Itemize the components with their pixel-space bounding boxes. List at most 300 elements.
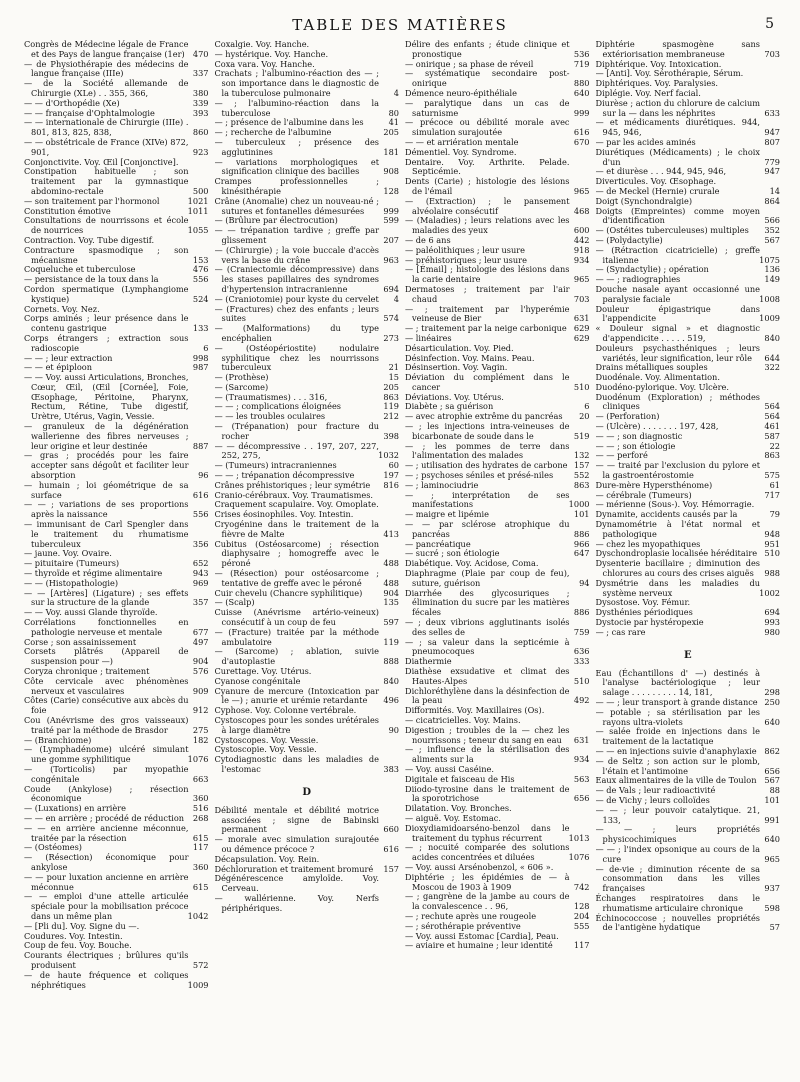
index-entry <box>24 677 209 697</box>
index-entry-text: — — internationale de Chirurgie (IIIe) . 801, 813, 825, 838, <box>24 117 189 138</box>
index-entry-text: — (Perforation) <box>595 411 660 422</box>
index-entry-text: Difformités. Voy. Maxillaires (Os). <box>405 705 545 716</box>
index-entry-page-ref: 647 <box>573 548 590 559</box>
index-entry-page-ref: 616 <box>192 489 209 500</box>
index-entry-text: — de 6 ans <box>405 234 451 245</box>
index-entry <box>405 158 590 178</box>
index-entry-page-ref: 510 <box>573 675 590 686</box>
index-entry <box>215 177 400 197</box>
index-entry <box>215 608 400 628</box>
index-entry-page-ref: 918 <box>573 244 590 255</box>
index-entry <box>24 785 209 805</box>
index-entry-text: Cubitus (Ostéosarcome) ; résection diaphysaire ; homogreffe avec le péroné <box>214 538 379 569</box>
index-entry-text: Drains métalliques souples <box>595 362 708 373</box>
index-entry-page-ref: 360 <box>192 793 209 804</box>
index-entry-page-ref: 205 <box>383 381 399 392</box>
index-entry <box>405 843 590 863</box>
index-entry-text: — aiguë. Voy. Estomac. <box>405 812 501 823</box>
index-entry-text: — de Physiothérapie des médecins de langue française (IIIe) <box>24 58 189 79</box>
index-entry-text: — (Rétraction cicatricielle) ; greffe italienne <box>595 244 760 265</box>
index-entry <box>596 344 781 364</box>
index-entry-text: — pituitaire (Tumeurs) <box>24 558 120 569</box>
index-entry <box>24 892 209 921</box>
index-entry-page-ref: 488 <box>383 577 399 588</box>
index-entry-page-ref: 101 <box>764 794 780 805</box>
index-entry-text: Dentaire. Voy. Arthrite. Pelade. Septicémie. <box>405 156 570 177</box>
index-entry-text: — — trépanation tardive ; greffe par glissement <box>214 225 379 245</box>
index-entry-page-ref: 660 <box>383 824 399 835</box>
index-entry <box>596 305 781 325</box>
index-entry-page-ref: 88 <box>769 785 780 796</box>
index-entry-page-ref: 22 <box>769 440 780 451</box>
index-entry-page-ref: 197 <box>383 470 399 481</box>
index-entry-page-ref: 943 <box>192 568 209 579</box>
index-entry-text: Cou (Anévrisme des gros vaisseaux) traité par la méthode de Brasdor <box>24 714 189 735</box>
index-entry-text: — — ; son étiologie <box>595 440 676 451</box>
index-entry-page-ref: 574 <box>383 313 399 324</box>
index-entry-page-ref: 587 <box>764 430 780 441</box>
index-column-2 <box>215 40 400 1074</box>
index-entry-page-ref: 524 <box>192 293 209 304</box>
index-entry-text: — — en injections suivie d'anaphylaxie <box>595 745 757 756</box>
index-entry-text: — (Ostéites tuberculeuses) multiples <box>595 225 749 236</box>
index-entry-page-ref: 94 <box>579 577 590 588</box>
index-entry-page-ref: 934 <box>573 254 590 265</box>
index-entry-page-ref: 470 <box>192 48 209 59</box>
index-entry-page-ref: 937 <box>764 883 780 894</box>
index-entry-text: Côtes (Carie) consécutive aux abcès du foie <box>24 695 189 716</box>
index-entry <box>405 305 590 325</box>
index-entry-page-ref: 923 <box>192 146 209 157</box>
index-entry-text: Contracture spasmodique ; son mécanisme <box>24 244 189 265</box>
index-entry-text: Douleurs psychasthéniques ; leurs variétés, leur signification, leur rôle <box>595 342 760 363</box>
index-entry-text: Diabète ; sa guérison <box>405 401 494 412</box>
index-entry-text: — de la Société allemande de Chirurgie (XLe) . . 355, 366, <box>24 78 189 98</box>
index-entry <box>596 669 781 698</box>
index-entry-page-ref: 597 <box>383 617 399 628</box>
index-entry-page-ref: 807 <box>764 136 780 147</box>
index-entry-text: Dynamite, accidents causés par la <box>595 509 738 520</box>
index-entry <box>596 393 781 413</box>
index-entry-text: — ; traitement par la neige carbonique <box>405 323 567 334</box>
index-entry-page-ref: 273 <box>383 332 399 343</box>
index-entry-page-ref: 631 <box>573 734 590 745</box>
index-entry-text: Corse ; son assainissement <box>24 636 137 647</box>
index-entry-text: Coryza chronique ; traitement <box>24 666 150 676</box>
index-entry-text: — potable ; sa stérilisation par les rayons ultra-violets <box>595 706 760 727</box>
index-entry-text: Dystocie par hystéropexie <box>595 617 704 628</box>
index-entry-page-ref: 60 <box>388 460 399 471</box>
index-column-4 <box>596 40 781 1074</box>
index-entry-page-ref: 119 <box>383 636 399 647</box>
index-entry-text: — (Lymphadénome) ulcéré simulant une gomme syphilitique <box>24 744 189 765</box>
index-entry-page-ref: 117 <box>192 842 209 853</box>
index-entry-text: — ; présence de l'albumine dans les <box>214 117 364 128</box>
index-entry <box>215 246 400 266</box>
index-entry-page-ref: 337 <box>192 68 209 79</box>
index-entry <box>405 177 590 197</box>
index-entry-page-ref: 149 <box>764 274 780 285</box>
index-entry-page-ref: 888 <box>383 656 399 667</box>
index-entry <box>215 197 400 217</box>
index-entry-text: — (Maladies) ; leurs relations avec les maladies des yeux <box>405 215 570 236</box>
index-entry <box>405 785 590 805</box>
index-entry-page-ref: 360 <box>192 861 209 872</box>
index-entry-text: — précoce ou débilité morale avec simulation surajoutée <box>405 117 570 138</box>
index-entry-page-ref: 966 <box>573 538 590 549</box>
index-entry <box>24 79 209 99</box>
index-entry <box>596 461 781 481</box>
index-entry-page-ref: 205 <box>383 127 399 138</box>
index-entry <box>596 118 781 138</box>
index-entry-text: Craquement scapulaire. Voy. Omoplate. <box>214 499 379 510</box>
index-entry-page-ref: 1076 <box>187 754 209 765</box>
index-entry <box>405 745 590 765</box>
index-entry-page-ref: 999 <box>573 107 590 118</box>
index-entry-text: — (Résection) pour ostéosarcome ; tentative de greffe avec le péroné <box>214 568 379 588</box>
index-entry-text: Cryogénine dans le traitement de la fièvre de Malte <box>214 519 379 539</box>
index-entry-page-ref: 934 <box>573 754 590 765</box>
index-entry-text: Diurèse ; action du chlorure de calcium sur la — dans les néphrites <box>595 97 760 118</box>
index-entry <box>215 158 400 178</box>
index-entry-text: Dure-mère Hypersthénome) <box>595 479 713 490</box>
index-entry-page-ref: 631 <box>573 313 590 324</box>
index-entry-text: — (Craniectomie décompressive) dans les stases papillaires des syndromes d'hypertension intracranienne <box>214 264 379 294</box>
index-entry-text: — — pour luxation ancienne en arrière méconnue <box>24 871 189 892</box>
index-entry-text: Cystoscopie. Voy. Vessie. <box>214 744 317 755</box>
index-entry-page-ref: 1021 <box>187 195 209 206</box>
index-entry <box>405 892 590 912</box>
index-entry <box>596 894 781 914</box>
index-entry-page-ref: 136 <box>764 264 780 275</box>
index-entry-page-ref: 157 <box>383 863 399 874</box>
index-entry-page-ref: 1009 <box>759 313 780 324</box>
index-entry-page-ref: 556 <box>192 509 209 520</box>
index-entry-page-ref: 947 <box>764 166 780 177</box>
index-entry-text: — — perforé <box>595 450 648 461</box>
index-entry-text: Duodéno-pylorique. Voy. Ulcère. <box>595 381 729 392</box>
index-entry-text: — (Traumatismes) . . . 316, <box>214 391 328 402</box>
index-entry-page-ref: 912 <box>192 705 209 716</box>
index-entry <box>24 451 209 480</box>
index-entry-page-ref: 510 <box>764 548 780 559</box>
index-entry-text: — — française d'Ophtalmologie <box>24 107 155 118</box>
index-entry-page-ref: 57 <box>769 922 780 933</box>
index-entry <box>405 873 590 893</box>
index-entry <box>24 500 209 520</box>
index-entry-page-ref: 510 <box>573 381 590 392</box>
index-entry-page-ref: 6 <box>203 342 209 353</box>
index-entry-text: — — et épiploon <box>24 362 93 373</box>
index-entry-page-ref: 1055 <box>187 225 209 236</box>
index-entry-text: Diaphragme (Plaie par coup de feu), suture, guérison <box>405 568 570 588</box>
index-entry <box>215 69 400 98</box>
index-entry <box>24 314 209 334</box>
index-entry-text: — ; gangrène de la jambe au cours de la convalescence . . 96, <box>405 891 570 912</box>
index-entry-text: Crânes préhistoriques ; leur symétrie <box>214 479 371 490</box>
index-entry-text: — — ; complications éloignées <box>214 401 341 412</box>
index-entry-page-ref: 1013 <box>568 832 590 843</box>
index-entry-page-ref: 616 <box>573 127 590 138</box>
index-entry-text: Dysthénies périodiques <box>595 607 693 618</box>
index-entry-text: — humain ; loi géométrique de sa surface <box>24 479 189 500</box>
index-entry-text: — paléolithiques ; leur usure <box>405 244 526 255</box>
index-entry-page-ref: 965 <box>573 185 590 196</box>
index-entry-page-ref: 566 <box>764 215 780 226</box>
index-entry-text: — par les acides aminés <box>595 136 696 147</box>
index-entry-text: — (Fractures) chez des enfants ; leurs suites <box>214 303 379 324</box>
index-entry-text: — ; utilisation des hydrates de carbone <box>405 460 568 471</box>
index-entry <box>24 60 209 80</box>
page-number: 5 <box>765 16 774 32</box>
index-entry-text: Curettage. Voy. Utérus. <box>214 666 312 676</box>
index-entry-page-ref: 640 <box>764 834 780 845</box>
index-entry-page-ref: 79 <box>769 509 780 520</box>
index-entry-text: Digitale et faisceau de His <box>405 773 515 784</box>
index-entry-text: Diurétiques (Médicaments) ; le choix d'un <box>595 146 760 167</box>
index-entry-page-ref: 1002 <box>759 587 780 598</box>
index-entry-page-ref: 759 <box>573 626 590 637</box>
index-entry <box>405 687 590 707</box>
index-entry-text: « Douleur signal » et diagnostic d'appendicite . . . . . 519, <box>595 323 760 343</box>
index-entry-text: Digestion ; troubles de la — chez les nourrissons ; teneur du sang en eau <box>405 724 570 745</box>
index-entry-page-ref: 963 <box>383 254 399 265</box>
index-entry-text: — — Voy. aussi Articulations, Bronches, Cœur, Œil, (Œil [Cornée], Foie, Œsophage, Péritoine, Pharynx, Rectum, Rétine, Tube digestif, Urètre, Utérus, Vagin, Vessie. <box>24 372 189 422</box>
index-columns <box>24 40 780 1074</box>
index-entry-page-ref: 80 <box>388 107 399 118</box>
index-entry <box>215 226 400 246</box>
index-entry-text: Diiodo-tyrosine dans le traitement de la sporotrichose <box>405 783 570 804</box>
index-entry <box>24 951 209 971</box>
index-entry-page-ref: 442 <box>573 234 590 245</box>
index-column-1 <box>24 40 209 1074</box>
index-entry-page-ref: 212 <box>383 411 399 422</box>
index-entry-page-ref: 21 <box>388 362 399 373</box>
index-entry-text: — — en arrière ancienne méconnue, traitée par la résection <box>24 822 189 843</box>
index-entry-page-ref: 840 <box>764 332 780 343</box>
index-entry-text: — (Ostéopériostite) nodulaire syphilitique chez les nourrissons tuberculeux <box>214 342 379 373</box>
index-entry-text: — — ; radiographies <box>595 274 681 285</box>
index-entry-page-ref: 250 <box>764 697 780 707</box>
index-entry-page-ref: 615 <box>192 881 209 892</box>
index-entry-text: — de-vie ; diminution récente de sa consommation dans les villes françaises <box>595 863 760 894</box>
index-entry-text: — ; sa valeur dans la septicémie à pneumocoques <box>405 636 570 657</box>
index-entry-text: — (Sarcome) <box>214 381 269 392</box>
index-entry-text: — jaune. Voy. Ovaire. <box>24 548 112 559</box>
index-entry-page-ref: 153 <box>192 254 209 265</box>
index-entry-page-ref: 1075 <box>759 254 780 265</box>
index-entry-page-ref: 556 <box>192 274 209 285</box>
index-entry <box>215 520 400 540</box>
index-entry-text: Cornets. Voy. Nez. <box>24 303 100 314</box>
index-entry <box>215 835 400 855</box>
index-entry <box>24 167 209 196</box>
index-entry <box>24 118 209 138</box>
index-entry-text: Doigts (Empreintes) comme moyen d'identification <box>595 205 760 226</box>
index-entry-page-ref: 322 <box>764 362 780 373</box>
index-entry-text: Coudures. Voy. Intestin. <box>24 930 123 941</box>
index-entry-text: Cystoscopes pour les sondes urétérales à large diamètre <box>214 714 379 735</box>
index-entry-text: — morale avec simulation surajoutée ou démence précoce ? <box>214 834 379 854</box>
index-entry-page-ref: 965 <box>573 274 590 285</box>
index-entry-page-ref: 862 <box>764 745 780 756</box>
index-entry-text: — — décompressive . . 197, 207, 227, 252, 275, <box>214 440 379 461</box>
index-entry-text: — [Émail] ; histologie des lésions dans la carie dentaire <box>405 264 570 285</box>
index-entry-text: — (Malformations) du type encéphalien <box>214 323 379 343</box>
index-entry-text: Diphtériques. Voy. Paralysies. <box>595 78 718 89</box>
index-entry-page-ref: 656 <box>573 793 590 804</box>
index-entry <box>215 265 400 294</box>
index-entry-text: Cystoscopes. Voy. Vessie. <box>214 734 319 745</box>
index-entry-text: — pancréatique <box>405 538 471 549</box>
index-entry-text: — variations morphologiques et signification clinique des bacilles <box>214 156 379 177</box>
index-entry-text: Coqueluche et tuberculose <box>24 264 136 275</box>
index-entry-page-ref: 90 <box>388 724 399 735</box>
index-entry-page-ref: 663 <box>192 773 209 784</box>
index-entry-page-ref: 207 <box>383 234 399 245</box>
index-entry-text: Cuisse (Anévrisme artério-veineux) consécutif à un coup de feu <box>214 607 379 628</box>
index-entry-text: Cytodiagnostic dans les maladies de l'estomac <box>214 754 379 774</box>
index-entry-page-ref: 598 <box>764 902 780 913</box>
index-entry-text: Diverticules. Voy. Œsophage. <box>595 176 717 187</box>
index-entry-page-ref: 563 <box>573 773 590 784</box>
index-entry-page-ref: 652 <box>192 558 209 569</box>
index-entry-page-ref: 980 <box>764 626 780 637</box>
index-entry-page-ref: 779 <box>764 156 780 167</box>
index-entry-text: Diathèse exsudative et climat des Hautes-Alpes <box>405 666 570 686</box>
index-entry-text: — tuberculeux ; présence des agglutinines <box>214 136 379 157</box>
index-entry-text: — (Prothèse) <box>214 372 269 383</box>
index-entry-text: Côte cervicale avec phénomènes nerveux et vasculaires <box>24 675 189 696</box>
index-entry-text: Dysostose. Voy. Fémur. <box>595 597 691 608</box>
index-entry-page-ref: 1076 <box>568 852 590 863</box>
index-entry <box>215 687 400 707</box>
index-entry-page-ref: 6 <box>584 401 590 412</box>
index-entry-text: Cyanose congénitale <box>214 675 301 686</box>
index-entry-page-ref: 742 <box>573 881 590 892</box>
index-entry <box>24 589 209 609</box>
index-entry-page-ref: 880 <box>573 78 590 89</box>
index-entry <box>24 422 209 451</box>
index-entry-page-ref: 383 <box>383 763 399 774</box>
index-entry-text: — gras ; procédés pour les faire accepter sans dégoût et faciliter leur absorption <box>24 450 189 481</box>
index-entry <box>596 40 781 60</box>
index-entry <box>24 647 209 667</box>
index-entry <box>596 99 781 119</box>
index-entry-text: Désinfection. Voy. Mains. Peau. <box>405 352 535 363</box>
index-entry <box>215 305 400 325</box>
index-entry-text: Doigt (Synchondralgie) <box>595 195 693 206</box>
index-entry-text: — chez les myopathiques <box>595 538 701 549</box>
index-entry-text: — son traitement par l'hormonol <box>24 195 160 206</box>
index-entry-text: — de Vichy ; leurs colloïdes <box>595 794 710 805</box>
index-entry-text: — ; psychoses séniles et présé-niles <box>405 470 554 481</box>
index-entry-page-ref: 352 <box>764 225 780 236</box>
index-entry <box>215 138 400 158</box>
index-entry-page-ref: 719 <box>573 58 590 69</box>
index-entry-text: — — d'Orthopédie (Xe) <box>24 97 120 108</box>
index-entry-page-ref: 670 <box>573 136 590 147</box>
index-entry <box>215 344 400 373</box>
index-entry-text: Cyanure de mercure (Intoxication par le —) ; anurie et urémie retardante <box>214 685 379 706</box>
index-entry-text: — (Branchiome) <box>24 734 92 745</box>
index-entry <box>215 99 400 119</box>
index-entry-page-ref: 909 <box>192 685 209 696</box>
index-entry-text: — et diurèse . . . 944, 945, 946, <box>595 166 727 177</box>
index-entry <box>596 825 781 845</box>
index-entry <box>215 716 400 736</box>
index-entry-text: Consultations de nourrissons et école de nourrices <box>24 215 189 236</box>
index-entry-page-ref: 497 <box>192 636 209 647</box>
index-entry-text: Crampes professionnelles ; kinésithérapie <box>214 176 379 196</box>
index-entry-text: — — ; trépanation décompressive <box>214 470 355 481</box>
index-entry <box>24 971 209 991</box>
index-entry-page-ref: 398 <box>383 430 399 441</box>
index-entry-text: — (Torticolis) par myopathie congénitale <box>24 763 189 784</box>
page-title: TABLE DES MATIÈRES <box>292 16 508 34</box>
index-entry-text: — (Brûlure par électrocution) <box>214 215 338 226</box>
index-entry-text: — Voy. aussi Estomac [Cardia], Peau. <box>405 930 559 941</box>
index-entry-text: — cicatricielles. Voy. Mains. <box>405 714 521 725</box>
index-entry-text: — ; sérothérapie préventive <box>405 920 521 931</box>
index-entry-page-ref: 633 <box>764 107 780 118</box>
index-entry-text: — ; influence de la stérilisation des aliments sur la <box>405 744 570 765</box>
index-entry-text: — — en arrière ; procédé de réduction <box>24 812 185 823</box>
index-entry <box>596 628 781 638</box>
index-entry-page-ref: 204 <box>573 910 590 921</box>
index-entry-text: Dynamométrie à l'état normal et pathologique <box>595 519 760 539</box>
index-entry-text: Cordon spermatique (Lymphangiome kystique) <box>24 283 189 304</box>
index-entry-page-ref: 703 <box>764 48 780 59</box>
index-entry <box>405 941 590 951</box>
index-entry-text: — ; les pommes de terre dans l'alimentation des malades <box>405 440 570 461</box>
index-entry-text: — (Chirurgie) ; la voie buccale d'accès vers la base du crâne <box>214 244 379 265</box>
index-entry-page-ref: 1000 <box>568 499 590 510</box>
index-entry-page-ref: 694 <box>764 607 780 618</box>
index-entry-page-ref: 904 <box>192 656 209 667</box>
index-entry-page-ref: 965 <box>764 853 780 864</box>
index-entry-text: — de Vals ; leur radioactivité <box>595 785 716 796</box>
index-entry-page-ref: 552 <box>573 470 590 481</box>
index-entry-text: Déchloruration et traitement bromuré <box>214 863 374 874</box>
index-entry-text: Déviations. Voy. Utérus. <box>405 391 504 402</box>
index-entry-text: Corps aminés ; leur présence dans le contenu gastrique <box>24 313 189 334</box>
index-entry-text: Eau (Échantillons d' —) destinés à l'analyse bactériologique ; leur salage . . . . . . . . . 14, 181, <box>595 667 760 698</box>
index-entry-text: — onirique ; sa phase de réveil <box>405 58 534 69</box>
index-entry <box>405 422 590 442</box>
index-entry-page-ref: 564 <box>764 401 780 412</box>
index-entry-page-ref: 948 <box>764 528 780 539</box>
index-entry-text: Coude (Ankylose) ; résection économique <box>24 783 189 804</box>
index-entry-page-ref: 128 <box>573 901 590 912</box>
index-entry <box>24 853 209 873</box>
index-entry <box>405 491 590 511</box>
index-entry <box>405 197 590 217</box>
index-entry-page-ref: 492 <box>573 695 590 706</box>
index-entry-text: — [Pli du]. Voy. Signe du —. <box>24 920 140 931</box>
index-entry-text: Dilatation. Voy. Bronches. <box>405 803 512 814</box>
index-entry-text: Constipation habituelle ; son traitement par la gymnastique abdomino-rectale <box>24 166 189 196</box>
index-entry-page-ref: 519 <box>573 430 590 441</box>
index-entry-text: — — ; leurs propriétés physicochimiques <box>595 824 760 845</box>
index-entry-page-ref: 987 <box>192 362 209 373</box>
index-entry-page-ref: 101 <box>573 509 590 520</box>
index-entry-page-ref: 575 <box>764 470 780 481</box>
index-entry-text: Démentiel. Voy. Syndrome. <box>405 146 517 157</box>
index-entry <box>24 696 209 716</box>
index-entry-page-ref: 644 <box>764 352 780 363</box>
index-entry-page-ref: 656 <box>764 765 780 776</box>
